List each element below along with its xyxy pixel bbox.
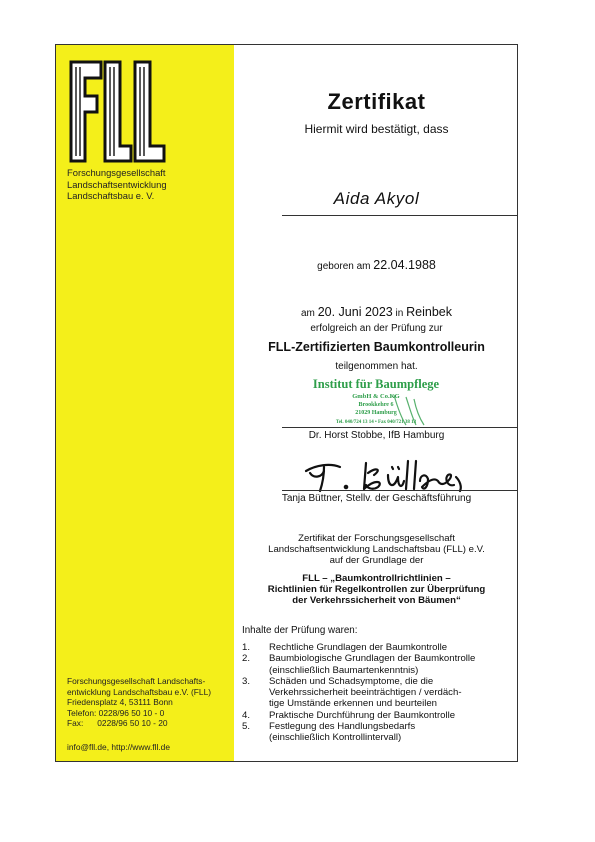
org-name-line: Forschungsgesellschaft <box>67 167 166 178</box>
list-number: 1. <box>242 642 251 653</box>
org-name-line: Landschaftsbau e. V. <box>67 190 155 201</box>
address-line: Friedensplatz 4, 53111 Bonn <box>67 697 173 708</box>
org-name-line: Landschaftsentwicklung <box>67 178 167 190</box>
basis-line: Landschaftsentwicklung Landschaftsbau (FLL) e.V. <box>268 544 485 556</box>
certificate-subtitle: Hiermit wird bestätigt, dass <box>304 122 449 136</box>
qualification-title: FLL-Zertifizierten Baumkontrolleurin <box>268 340 485 354</box>
stamp-line: GmbH & Co.KG <box>352 393 400 400</box>
born-label: geboren am <box>317 261 371 272</box>
exam-contents-list <box>242 642 514 744</box>
basis-line: auf der Grundlage der <box>329 555 424 567</box>
list-item-text: Rechtliche Grundlagen der Baumkontrolle <box>269 642 448 653</box>
list-number: 5. <box>242 721 251 733</box>
list-item-text: (einschließlich Baumartenkenntnis) <box>269 664 419 676</box>
list-number: 3. <box>242 675 251 687</box>
list-item <box>242 653 514 676</box>
participated-text: teilgenommen hat. <box>335 361 418 372</box>
name-underline <box>282 215 518 216</box>
institute-stamp <box>306 375 446 427</box>
logo-text: FLL <box>67 58 69 59</box>
list-item <box>242 676 514 710</box>
list-item-text: tige Umstände erkennen und beurteilen <box>269 698 438 710</box>
exam-contents-heading: Inhalte der Prüfung waren: <box>242 625 358 636</box>
certificate-basis-text <box>236 533 517 567</box>
birth-line <box>236 258 517 272</box>
list-item-text: Festlegung des Handlungsbedarfs <box>269 721 416 733</box>
list-item-text: Verkehrssicherheit beeinträchtigen / verdäch- <box>269 687 462 699</box>
signature-line <box>282 427 518 428</box>
address-line: Telefon: 0228/96 50 10 - 0 <box>67 707 165 718</box>
signatory-name: Tanja Büttner, Stellv. der Geschäftsführung <box>281 493 472 504</box>
certificate-content <box>236 45 517 761</box>
fll-logo <box>67 58 168 165</box>
passed-text: erfolgreich an der Prüfung zur <box>310 323 443 334</box>
stamp-line: Tel. 040/724 13 14 • Fax 040/721 38 13 <box>335 420 417 425</box>
certificate-title: Zertifikat <box>327 89 426 114</box>
exam-date-line <box>236 305 517 319</box>
signature-line <box>282 490 518 491</box>
guideline-line: Richtlinien für Regelkontrollen zur Überprüfung <box>267 584 486 596</box>
recipient-name: Aida Akyol <box>333 189 420 208</box>
address-line: entwicklung Landschaftsbau e.V. (FLL) <box>67 686 212 697</box>
org-name <box>67 167 227 202</box>
stamp-line: Brookkehre 6 <box>358 402 394 408</box>
list-number: 2. <box>242 653 251 665</box>
address-line: Forschungsgesellschaft Landschafts- <box>67 676 206 686</box>
list-item-text: Praktische Durchführung der Baumkontrolle <box>269 709 456 721</box>
birth-date: 22.04.1988 <box>373 258 436 272</box>
org-address <box>67 676 232 729</box>
list-item <box>242 642 514 653</box>
exam-location: Reinbek <box>406 305 452 319</box>
on-label: am <box>301 308 315 319</box>
stamp-line: 21029 Hamburg <box>355 410 397 416</box>
list-item <box>242 721 514 744</box>
list-item-text: Schäden und Schadsymptome, die die <box>269 675 434 687</box>
list-item-text: (einschließlich Kontrollintervall) <box>269 732 402 744</box>
guideline-line: FLL – „Baumkontrollrichtlinien – <box>302 573 451 584</box>
list-item <box>242 710 514 721</box>
address-line: Fax: 0228/96 50 10 - 20 <box>67 718 168 729</box>
list-item-text: Baumbiologische Grundlagen der Baumkontrolle <box>269 653 476 665</box>
signatory-name: Dr. Horst Stobbe, IfB Hamburg <box>308 430 445 441</box>
guideline-title <box>236 573 517 607</box>
basis-line: Zertifikat der Forschungsgesellschaft <box>298 533 455 544</box>
exam-date: 20. Juni 2023 <box>317 305 393 319</box>
in-label: in <box>395 308 404 319</box>
list-number: 4. <box>242 709 251 721</box>
guideline-line: der Verkehrssicherheit von Bäumen“ <box>292 595 461 607</box>
stamp-line: Institut für Baumpflege <box>312 377 440 391</box>
contact-info[interactable]: info@fll.de, http://www.fll.de <box>67 742 170 752</box>
